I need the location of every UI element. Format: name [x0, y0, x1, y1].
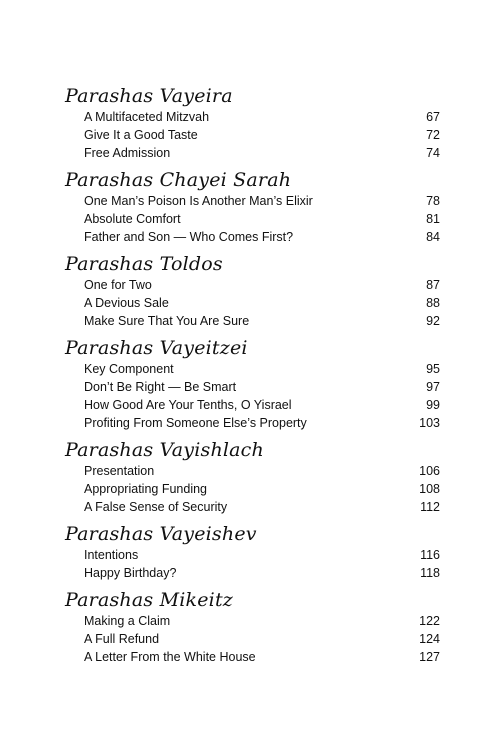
- entry-list: [65, 462, 440, 516]
- toc-entry: [65, 498, 440, 516]
- entry-page-number: 103: [419, 416, 440, 430]
- entry-page-number: 84: [426, 230, 440, 244]
- section-title: Parashas Vayeishev: [65, 523, 257, 545]
- entry-title: Presentation: [84, 464, 155, 478]
- toc-section-vayishlach: [65, 438, 440, 516]
- entry-title: Make Sure That You Are Sure: [84, 314, 250, 328]
- entry-list: [65, 546, 440, 582]
- entry-title: A Letter From the White House: [84, 650, 256, 664]
- toc-entry: [65, 360, 440, 378]
- entry-page-number: 97: [426, 380, 440, 394]
- entry-page-number: 116: [420, 548, 440, 562]
- toc-entry: [65, 210, 440, 228]
- entry-page-number: 67: [426, 110, 440, 124]
- entry-title: Making a Claim: [84, 614, 171, 628]
- toc-entry: [65, 126, 440, 144]
- table-of-contents: [65, 84, 440, 666]
- toc-entry: [65, 396, 440, 414]
- entry-page-number: 88: [426, 296, 440, 310]
- toc-entry: [65, 192, 440, 210]
- toc-section-vayeishev: [65, 522, 440, 582]
- entry-list: [65, 612, 440, 666]
- entry-title: Key Component: [84, 362, 174, 376]
- toc-section-mikeitz: [65, 588, 440, 666]
- entry-page-number: 81: [426, 212, 440, 226]
- entry-title: Appropriating Funding: [84, 482, 207, 496]
- toc-entry: [65, 612, 440, 630]
- entry-title: One for Two: [84, 278, 152, 292]
- toc-section-toldos: [65, 252, 440, 330]
- entry-title: Profiting From Someone Else’s Property: [84, 416, 307, 430]
- entry-page-number: 72: [426, 128, 440, 142]
- toc-entry: [65, 648, 440, 666]
- entry-page-number: 95: [426, 362, 440, 376]
- toc-entry: [65, 294, 440, 312]
- entry-title: A Full Refund: [84, 632, 160, 646]
- entry-title: How Good Are Your Tenths, O Yisrael: [84, 398, 292, 412]
- toc-section-chayei-sarah: [65, 168, 440, 246]
- toc-entry: [65, 378, 440, 396]
- toc-entry: [65, 480, 440, 498]
- toc-section-vayeitzei: [65, 336, 440, 432]
- entry-title: Happy Birthday?: [84, 566, 177, 580]
- entry-page-number: 78: [426, 194, 440, 208]
- entry-title: Free Admission: [84, 146, 171, 160]
- entry-title: Father and Son — Who Comes First?: [84, 230, 294, 244]
- entry-list: [65, 360, 440, 432]
- toc-entry: [65, 630, 440, 648]
- toc-entry: [65, 108, 440, 126]
- entry-page-number: 122: [419, 614, 440, 628]
- entry-title: One Man’s Poison Is Another Man’s Elixir: [84, 194, 313, 208]
- toc-entry: [65, 312, 440, 330]
- toc-entry: [65, 462, 440, 480]
- entry-page-number: 92: [426, 314, 440, 328]
- entry-title: Absolute Comfort: [84, 212, 181, 226]
- section-title: Parashas Chayei Sarah: [65, 169, 292, 191]
- toc-entry: [65, 546, 440, 564]
- entry-title: Don’t Be Right — Be Smart: [84, 380, 237, 394]
- toc-entry: [65, 228, 440, 246]
- section-title: Parashas Mikeitz: [65, 589, 233, 611]
- section-title: Parashas Vayeira: [65, 85, 233, 107]
- toc-entry: [65, 414, 440, 432]
- entry-page-number: 108: [419, 482, 440, 496]
- toc-entry: [65, 144, 440, 162]
- entry-title: A False Sense of Security: [84, 500, 228, 514]
- entry-page-number: 124: [419, 632, 440, 646]
- entry-page-number: 112: [420, 500, 440, 514]
- entry-title: Give It a Good Taste: [84, 128, 198, 142]
- toc-entry: [65, 276, 440, 294]
- entry-page-number: 106: [419, 464, 440, 478]
- toc-section-vayeira: [65, 84, 440, 162]
- entry-list: [65, 192, 440, 246]
- section-title: Parashas Toldos: [65, 253, 223, 275]
- entry-list: [65, 276, 440, 330]
- entry-page-number: 127: [419, 650, 440, 664]
- section-title: Parashas Vayeitzei: [65, 337, 248, 359]
- entry-title: A Multifaceted Mitzvah: [84, 110, 210, 124]
- entry-page-number: 87: [426, 278, 440, 292]
- entry-page-number: 99: [426, 398, 440, 412]
- entry-page-number: 74: [426, 146, 440, 160]
- section-title: Parashas Vayishlach: [65, 439, 264, 461]
- entry-title: Intentions: [84, 548, 139, 562]
- entry-page-number: 118: [420, 566, 440, 580]
- entry-list: [65, 108, 440, 162]
- entry-title: A Devious Sale: [84, 296, 169, 310]
- toc-entry: [65, 564, 440, 582]
